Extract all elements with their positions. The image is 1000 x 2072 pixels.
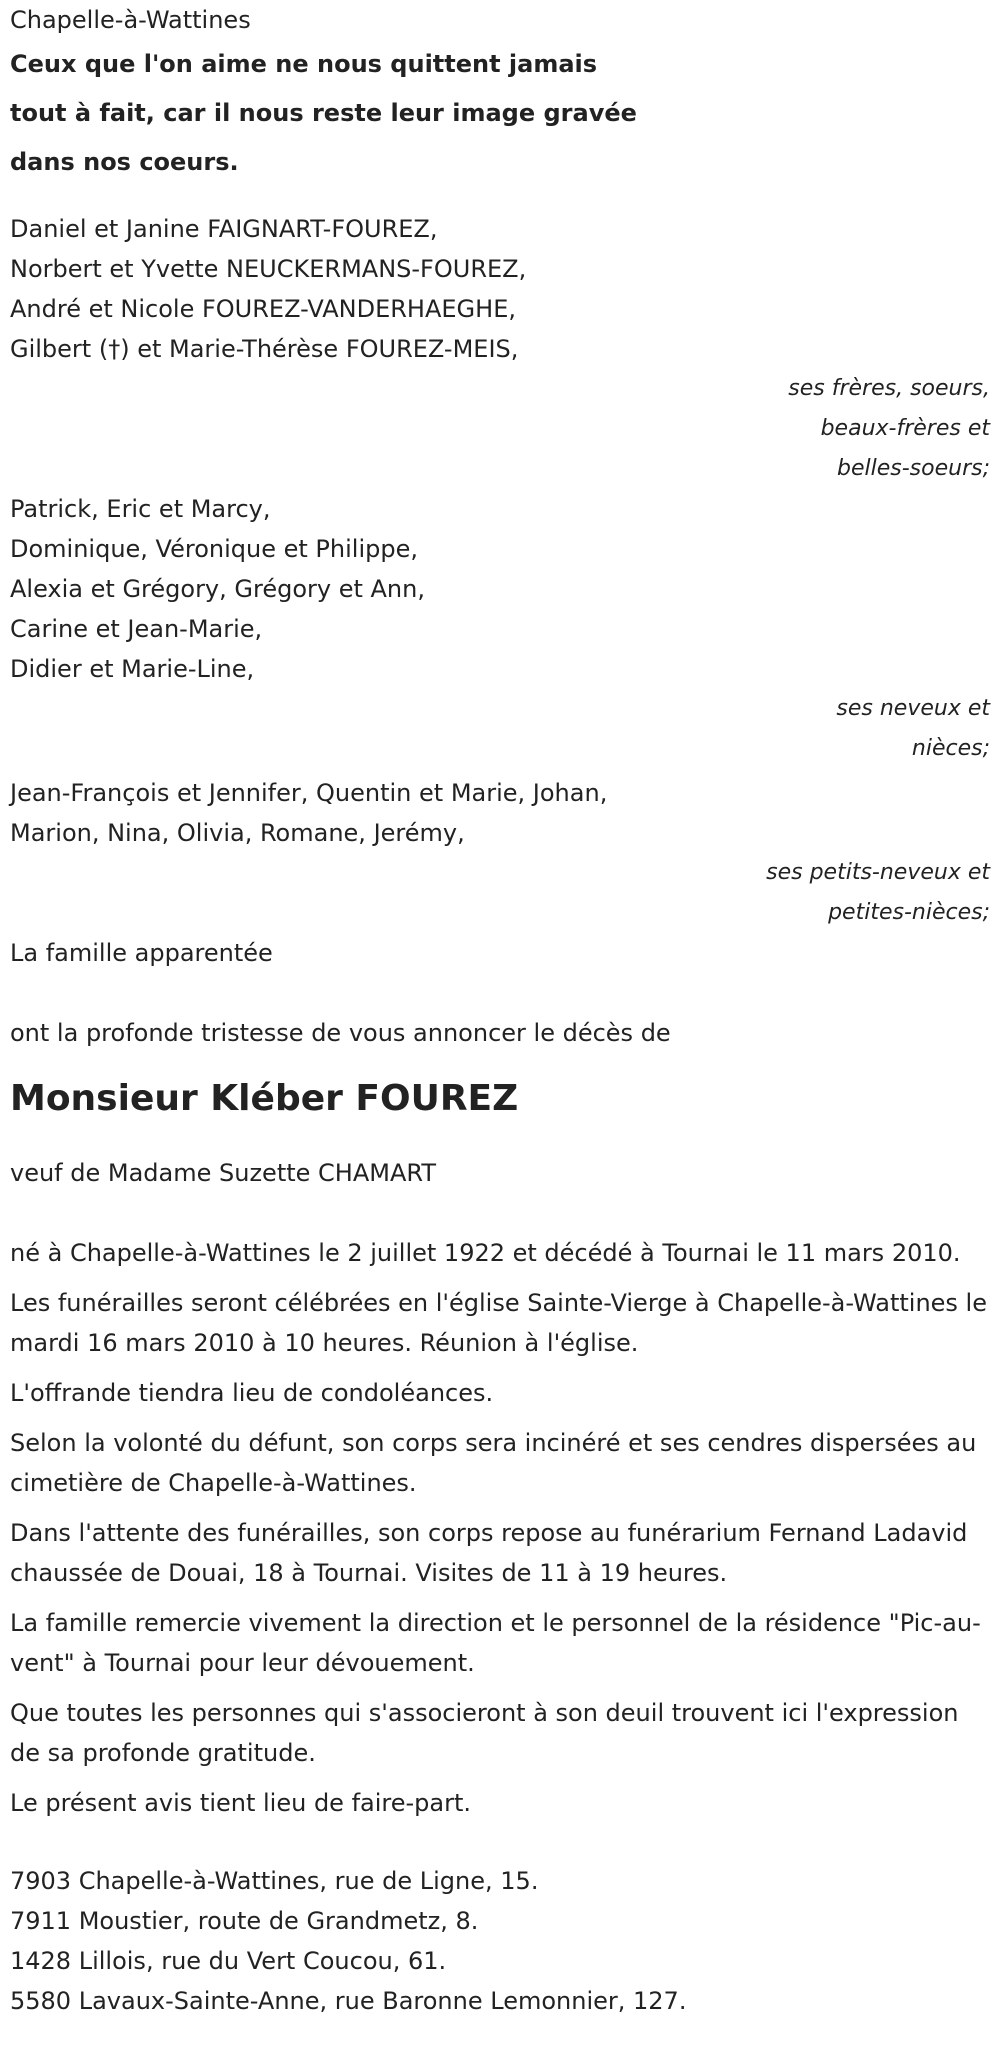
nephews-role — [10, 689, 990, 769]
role-line: ses neveux et — [836, 696, 990, 721]
role-line: beaux-frères et — [820, 416, 990, 441]
addresses — [10, 1861, 990, 2021]
grandnephew-line: Jean-François et Jennifer, Quentin et Marie, Johan, — [10, 779, 608, 807]
deceased-name: Monsieur Kléber FOUREZ — [10, 1078, 519, 1119]
funeral-paragraph: Les funérailles seront célébrées en l'église Sainte-Vierge à Chapelle-à-Wattines le mardi 16 mars 2010 à 10 heures. Réunion à l'église. — [10, 1289, 987, 1357]
address-line: 1428 Lillois, rue du Vert Coucou, 61. — [10, 1947, 447, 1975]
grandnephews-list — [10, 773, 990, 853]
nephew-line: Patrick, Eric et Marcy, — [10, 495, 271, 523]
announcement: ont la profonde tristesse de vous annoncer le décès de — [10, 1019, 671, 1047]
widower-line: veuf de Madame Suzette CHAMART — [10, 1159, 436, 1187]
details — [10, 1233, 990, 1823]
condolences-paragraph: L'offrande tiendra lieu de condoléances. — [10, 1379, 494, 1407]
grandnephews-role — [10, 853, 990, 933]
address-line: 7903 Chapelle-à-Wattines, rue de Ligne, 15. — [10, 1867, 539, 1895]
siblings-list — [10, 209, 990, 369]
sibling-line: André et Nicole FOUREZ-VANDERHAEGHE, — [10, 295, 516, 323]
role-line: nièces; — [911, 736, 990, 761]
role-line: ses frères, soeurs, — [788, 376, 990, 401]
address-line: 5580 Lavaux-Sainte-Anne, rue Baronne Lemonnier, 127. — [10, 1987, 687, 2015]
quote — [10, 40, 990, 187]
quote-line: tout à fait, car il nous reste leur image gravée — [10, 99, 637, 127]
quote-line: Ceux que l'on aime ne nous quittent jamais — [10, 50, 598, 78]
siblings-role — [10, 369, 990, 489]
obituary-text — [10, 0, 990, 2021]
cremation-paragraph: Selon la volonté du défunt, son corps sera incinéré et ses cendres dispersées au cimetière de Chapelle-à-Wattines. — [10, 1429, 977, 1497]
address-line: 7911 Moustier, route de Grandmetz, 8. — [10, 1907, 479, 1935]
sibling-line: Norbert et Yvette NEUCKERMANS-FOUREZ, — [10, 255, 527, 283]
location-header: Chapelle-à-Wattines — [10, 6, 251, 34]
sibling-line: Gilbert (†) et Marie-Thérèse FOUREZ-MEIS, — [10, 335, 519, 363]
thanks-paragraph: La famille remercie vivement la direction et le personnel de la résidence "Pic-au-vent" à Tournai pour leur dévouement. — [10, 1609, 981, 1677]
role-line: belles-soeurs; — [837, 456, 990, 481]
nephew-line: Alexia et Grégory, Grégory et Ann, — [10, 575, 425, 603]
birth-death-paragraph: né à Chapelle-à-Wattines le 2 juillet 1922 et décédé à Tournai le 11 mars 2010. — [10, 1239, 961, 1267]
nephew-line: Dominique, Véronique et Philippe, — [10, 535, 418, 563]
notice-paragraph: Le présent avis tient lieu de faire-part. — [10, 1789, 472, 1817]
gratitude-paragraph: Que toutes les personnes qui s'associeront à son deuil trouvent ici l'expression de sa profonde gratitude. — [10, 1699, 959, 1767]
nephew-line: Carine et Jean-Marie, — [10, 615, 263, 643]
role-line: ses petits-neveux et — [766, 860, 990, 885]
sibling-line: Daniel et Janine FAIGNART-FOUREZ, — [10, 215, 438, 243]
grandnephew-line: Marion, Nina, Olivia, Romane, Jerémy, — [10, 819, 465, 847]
nephew-line: Didier et Marie-Line, — [10, 655, 255, 683]
nephews-list — [10, 489, 990, 689]
quote-line: dans nos coeurs. — [10, 148, 239, 176]
role-line: petites-nièces; — [828, 900, 990, 925]
family-line: La famille apparentée — [10, 939, 273, 967]
funerarium-paragraph: Dans l'attente des funérailles, son corps repose au funérarium Fernand Ladavid chaussée de Douai, 18 à Tournai. Visites de 11 à 19 heures. — [10, 1519, 968, 1587]
